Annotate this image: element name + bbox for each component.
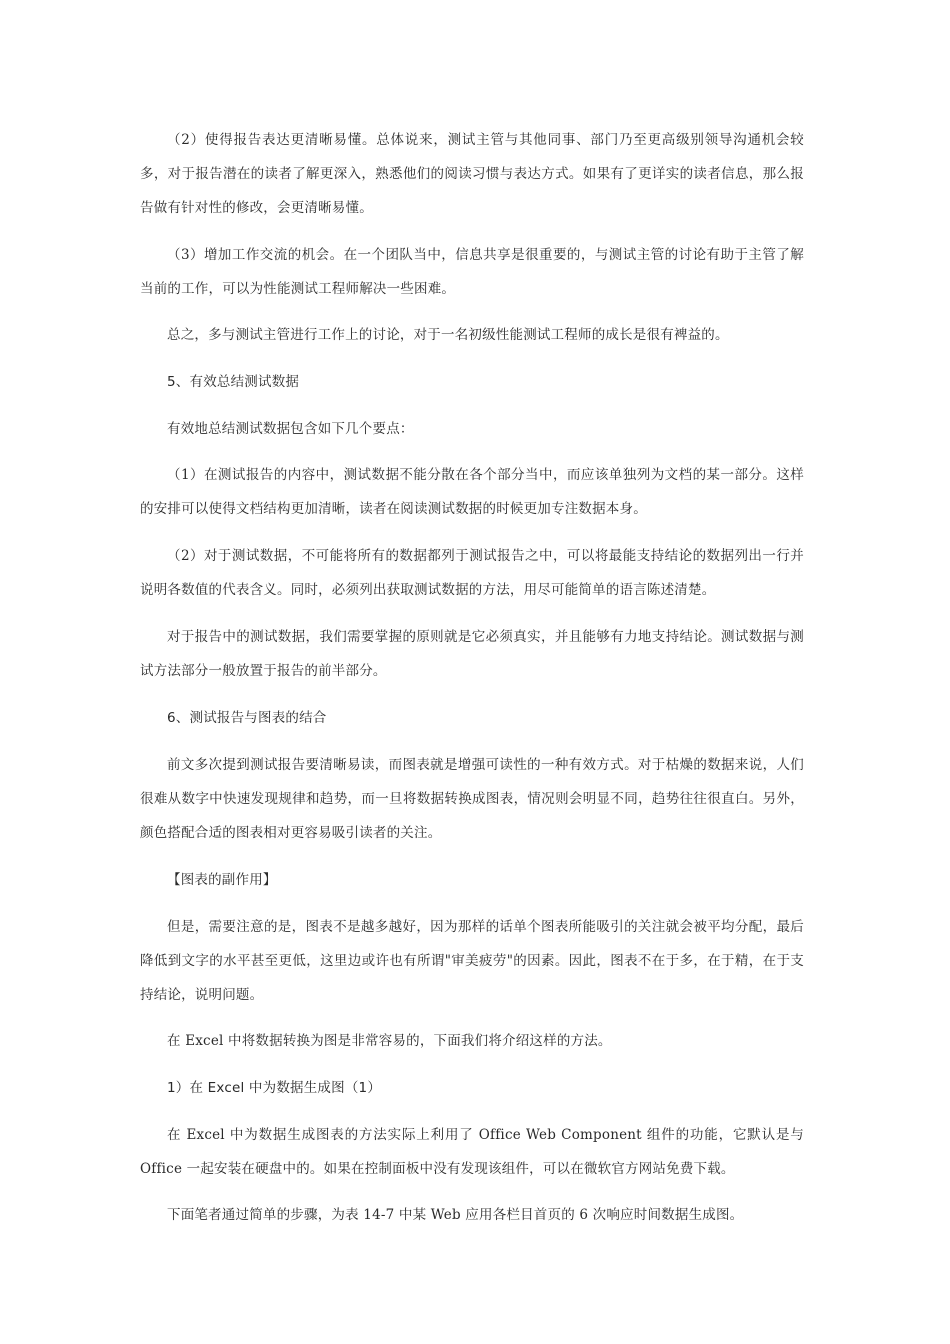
paragraph-summary: 总之，多与测试主管进行工作上的讨论，对于一名初级性能测试工程师的成长是很有裨益的。 [167,327,729,343]
paragraph-point-1: （1）在测试报告的内容中，测试数据不能分散在各个部分当中，而应该单独列为文档的某一部分。这样的安排可以使得文档结构更加清晰，读者在阅读测试数据的时候更加专注数据本身。 [140,467,804,517]
step-heading-1: 1）在 Excel 中为数据生成图（1） [167,1080,382,1096]
paragraph-report-clarity: （2）使得报告表达更清晰易懂。总体说来，测试主管与其他同事、部门乃至更高级别领导沟通机会较多，对于报告潜在的读者了解更深入，熟悉他们的阅读习惯与表达方式。如果有了更详实的读者信息，那么报告做有针对性的修改，会更清晰易懂。 [140,132,804,216]
paragraph-point-2: （2）对于测试数据，不可能将所有的数据都列于测试报告之中，可以将最能支持结论的数据列出一行并说明各数值的代表含义。同时，必须列出获取测试数据的方法，用尽可能简单的语言陈述清楚。 [140,548,804,598]
paragraph-charts-intro: 前文多次提到测试报告要清晰易读，而图表就是增强可读性的一种有效方式。对于枯燥的数据来说，人们很难从数字中快速发现规律和趋势，而一旦将数据转换成图表，情况则会明显不同，趋势往往很直白。另外，颜色搭配合适的图表相对更容易吸引读者的关注。 [140,757,804,841]
section-heading-6: 6、测试报告与图表的结合 [167,710,327,726]
subheading-chart-side-effects: 【图表的副作用】 [167,872,277,888]
paragraph-excel-intro: 在 Excel 中将数据转换为图是非常容易的，下面我们将介绍这样的方法。 [167,1033,612,1049]
paragraph-work-communication: （3）增加工作交流的机会。在一个团队当中，信息共享是很重要的，与测试主管的讨论有助于主管了解当前的工作，可以为性能测试工程师解决一些困难。 [140,247,804,297]
paragraph-key-points-intro: 有效地总结测试数据包含如下几个要点： [167,421,414,437]
paragraph-owc: 在 Excel 中为数据生成图表的方法实际上利用了 Office Web Component 组件的功能，它默认是与 Office 一起安装在硬盘中的。如果在控制面板中没有发现该组件，可以在微软官方网站免费下载。 [140,1127,804,1177]
paragraph-steps-intro: 下面笔者通过简单的步骤，为表 14-7 中某 Web 应用各栏目首页的 6 次响应时间数据生成图。 [167,1207,744,1223]
paragraph-data-principle: 对于报告中的测试数据，我们需要掌握的原则就是它必须真实，并且能够有力地支持结论。测试数据与测试方法部分一般放置于报告的前半部分。 [140,629,804,679]
section-heading-5: 5、有效总结测试数据 [167,374,300,390]
paragraph-chart-caution: 但是，需要注意的是，图表不是越多越好，因为那样的话单个图表所能吸引的关注就会被平均分配，最后降低到文字的水平甚至更低，这里边或许也有所谓"审美疲劳"的因素。因此，图表不在于多，在于精，在于支持结论，说明问题。 [140,919,804,1003]
